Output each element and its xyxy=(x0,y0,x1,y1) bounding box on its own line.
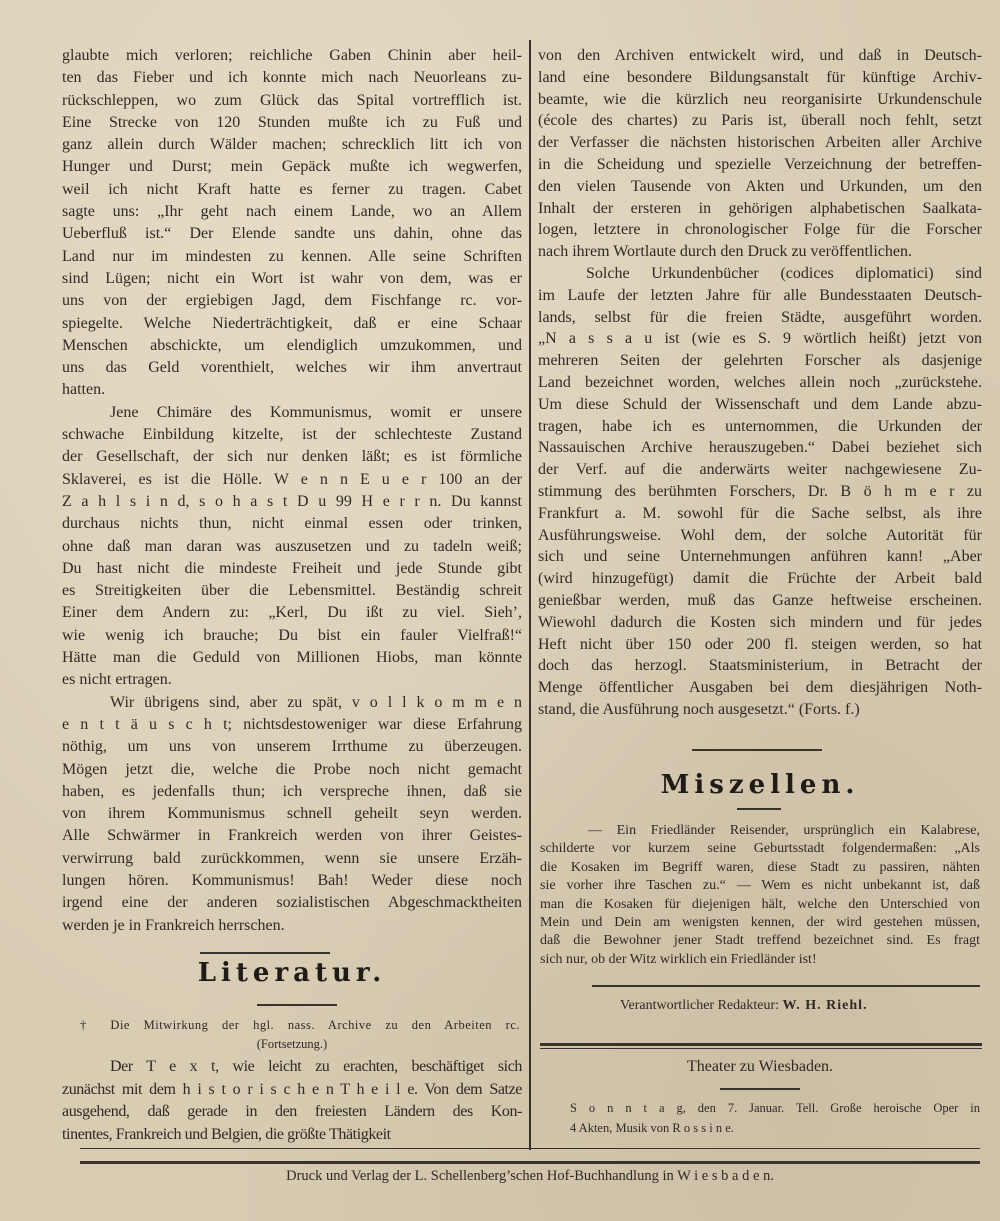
text-line: Hätte man die Geduld von Millionen Hiobs, man könnte xyxy=(62,649,522,667)
text-line: mehreren Seiten der gelehrten Forscher als dasjenige xyxy=(538,352,982,370)
text-line: Z a h l s i n d, s o h a s t D u 99 H e r r n. Du kannst xyxy=(62,492,522,510)
text-line: es Streitigkeiten über die Lebensmittel. Beständig schreit xyxy=(62,582,522,600)
text-line: ten das Fieber und ich konnte mich nach Neuorleans zu- xyxy=(62,69,522,87)
text-line: im Laufe der letzten Jahre für alle Bundesstaaten Deutsch- xyxy=(538,286,982,304)
theater-heading: Theater zu Wiesbaden. xyxy=(686,1058,834,1075)
text-line: Mein und Dein am wenigsten kennen, der wird gestehen müssen, xyxy=(540,914,980,930)
text-line: von ihrem Kommunismus schnell geheilt seyn werden. xyxy=(62,805,522,823)
text-line: Solche Urkundenbücher (codices diplomatici) sind xyxy=(586,264,982,282)
text-line: beamte, wie die kürzlich neu reorganisirte Urkundenschule xyxy=(538,90,982,108)
bottom-rule xyxy=(80,1148,980,1149)
text-line: Heft nicht über 150 oder 200 fl. steigen werden, so hat xyxy=(538,635,982,653)
text-line: Nassauischen Archive herauszugeben.“ Dabei beziehet sich xyxy=(538,439,982,457)
text-line: der Gesellschaft, der sich nur denken läßt; es ist förmliche xyxy=(62,448,522,466)
editor-label: Verantwortlicher Redakteur: xyxy=(620,998,779,1013)
text-line: genießbar werden, muß das Ganze heftweise erscheinen. xyxy=(538,591,982,609)
text-line: glaubte mich verloren; reichliche Gaben Chinin aber heil- xyxy=(62,47,522,64)
text-line: der Verf. auf die anderwärts weiter nachgewiesene Zu- xyxy=(538,461,982,479)
text-line: zunächst mit dem h i s t o r i s c h e n T h e i l e. Von dem Satze xyxy=(62,1080,522,1098)
literatur-heading: Literatur. xyxy=(197,958,387,988)
literatur-text xyxy=(62,1056,522,1146)
text-line: sich nur, ob der Witz wirklich ein Friedländer ist! xyxy=(540,951,817,967)
text-line: nöthig, um uns von unserem Irrthume zu überzeugen. xyxy=(62,738,522,756)
text-line: stand, die Ausführung noch ausgesetzt.“ (Forts. f.) xyxy=(538,700,860,718)
text-line: die Kosaken im Begriff waren, diese Stadt zu passiren, nähten xyxy=(540,859,980,875)
text-line: durchaus nichts thun, nicht einmal essen oder trinken, xyxy=(62,515,522,533)
text-line: Mögen jetzt die, welche die Probe noch nicht gemacht xyxy=(62,760,522,778)
text-line: Land nur im mindesten zu kennen. Alle seine Schriften xyxy=(62,247,522,265)
text-line: wie wenig ich brauche; Du bist ein fauler Vielfraß!“ xyxy=(62,626,522,644)
text-line: spiegelte. Welche Niederträchtigkeit, daß er eine Schaar xyxy=(62,314,522,332)
double-rule xyxy=(540,1048,982,1049)
heading-underline xyxy=(737,808,781,810)
text-line: es nicht ertragen. xyxy=(62,671,172,689)
text-line: ganz allein durch Wälder machen; schrecklich litt ich von xyxy=(62,136,522,154)
editor-divider xyxy=(592,985,980,987)
text-line: schilderte vor kurzem seine Geburtsstadt folgendermaßen: „Als xyxy=(540,841,980,857)
text-line: Menge öffentlicher Ausgaben bei dem diesjährigen Noth- xyxy=(538,679,982,697)
left-column-text xyxy=(62,45,522,937)
text-line: in die Scheidung und spezielle Verzeichnung der betreffen- xyxy=(538,155,982,173)
text-line: den vielen Tausende von Akten und Urkunden, um den xyxy=(538,177,982,195)
text-line: weil ich nicht Kraft hatte es ferner zu tragen. Cabet xyxy=(62,180,522,198)
right-column-text xyxy=(538,45,982,721)
section-divider xyxy=(692,749,822,751)
text-line: 4 Akten, Musik von R o s s i n e. xyxy=(570,1121,734,1135)
bottom-rule xyxy=(80,1161,980,1164)
text-line: Einer dem Andern zu: „Kerl, Du ißt zu viel. Sieh’, xyxy=(62,604,522,622)
text-line: von den Archiven entwickelt wird, und daß in Deutsch- xyxy=(538,47,982,64)
section-divider xyxy=(200,952,330,954)
text-line: Inhalt der ersteren in gehörigen alphabetischen Saalkata- xyxy=(538,199,982,217)
literatur-footnote-title: † Die Mitwirkung der hgl. nass. Archive zu den Arbeiten rc. xyxy=(80,1018,520,1032)
heading-underline xyxy=(720,1088,800,1090)
text-line: (école des chartes) zu Paris ist, überall noch fehlt, setzt xyxy=(538,112,982,130)
text-line: tragen, habe ich es unternommen, die Urkunden der xyxy=(538,417,982,435)
text-line: doch das herzogl. Staatsministerium, in Betracht der xyxy=(538,657,982,675)
imprint: Druck und Verlag der L. Schellenberg’schen Hof-Buchhandlung in W i e s b a d e n. xyxy=(286,1168,774,1184)
text-line: Alle Schwärmer in Frankreich werden von ihrer Geistes- xyxy=(62,827,522,845)
text-line: ohne daß man daran was auszusetzen und zu tadeln weiß; xyxy=(62,537,522,555)
text-line: sich und seine Unternehmungen anführen kann! „Aber xyxy=(538,548,982,566)
text-line: Um diese Schuld der Wissenschaft und dem Lande abzu- xyxy=(538,395,982,413)
theater-text xyxy=(570,1098,980,1138)
text-line: rückschleppen, wo zum Glück das Spital vortrefflich ist. xyxy=(62,91,522,109)
text-line: e n t t ä u s c h t; nichtsdestoweniger war diese Erfahrung xyxy=(62,715,522,733)
literatur-continued-note: (Fortsetzung.) xyxy=(256,1037,328,1051)
text-line: Sklaverei, es ist die Hölle. W e n n E u e r 100 an der xyxy=(62,470,522,488)
text-line: irgend eine der anderen sozialistischen Abgeschmacktheiten xyxy=(62,894,522,912)
text-line: Menschen abschickte, um elendiglich umzukommen, und xyxy=(62,336,522,354)
text-line: land eine besondere Bildungsanstalt für künftige Archiv- xyxy=(538,68,982,86)
text-line: sagte uns: „Ihr geht nach einem Lande, wo an Allem xyxy=(62,203,522,221)
text-line: Hunger und Durst; mein Gepäck mußte ich wegwerfen, xyxy=(62,158,522,176)
text-line: sind Lügen; nicht ein Wort ist wahr von dem, was er xyxy=(62,269,522,287)
text-line: haben, es jedenfalls thun; ich verspreche ihnen, daß sie xyxy=(62,782,522,800)
text-line: nach ihrem Wortlaute durch den Druck zu veröffentlichen. xyxy=(538,243,912,261)
miszellen-heading: Miszellen. xyxy=(660,770,860,800)
text-line: (wird hinzugefügt) damit die Früchte der Arbeit bald xyxy=(538,570,982,588)
editor-name: W. H. Riehl. xyxy=(782,998,868,1013)
text-line: Eine Strecke von 120 Stunden mußte ich zu Fuß und xyxy=(62,113,522,131)
heading-underline xyxy=(257,1004,337,1006)
text-line: uns von der ergiebigen Jagd, dem Fischfange rc. vor- xyxy=(62,292,522,310)
text-line: Wiewohl dadurch die Kosten sich mindern und für jedes xyxy=(538,613,982,631)
text-line: Jene Chimäre des Kommunismus, womit er unsere xyxy=(110,403,522,421)
text-line: Ausführungsweise. Wohl dem, der solche Autorität für xyxy=(538,526,982,544)
text-line: man die Kosaken für diejenigen hält, welche den Unterschied von xyxy=(540,896,980,912)
column-divider xyxy=(529,40,531,1150)
text-line: logen, letztere in chronologischer Folge für die Forscher xyxy=(538,221,982,239)
text-line: lungen hören. Kommunismus! Bah! Weder diese noch xyxy=(62,871,522,889)
text-line: verwirrung bald zurückkommen, wenn sie unsere Erzäh- xyxy=(62,849,522,867)
miszellen-text xyxy=(540,822,980,969)
text-line: werden je in Frankreich herrschen. xyxy=(62,916,285,934)
text-line: Ueberfluß ist.“ Der Elende sandte uns dahin, ohne das xyxy=(62,225,522,243)
text-line: Du hast nicht die mindeste Freiheit und jede Stunde gibt xyxy=(62,559,522,577)
text-line: schwache Einbildung kitzelte, ist der schlechteste Zustand xyxy=(62,426,522,444)
text-line: „N a s s a u ist (wie es S. 9 wörtlich heißt) jetzt von xyxy=(538,330,982,348)
text-line: ausgehend, daß gerade in den freiesten Ländern des Kon- xyxy=(62,1103,522,1120)
text-line: uns das Geld vorenthielt, welches wir ihm anvertraut xyxy=(62,359,522,377)
text-line: hatten. xyxy=(62,381,106,399)
text-line: Frankfurt a. M. sowohl für die Sache selbst, als ihre xyxy=(538,504,982,522)
text-line: sie vorher ihre Taschen zu.“ — Wem es nicht unbekannt ist, daß xyxy=(540,878,980,894)
text-line: S o n n t a g, den 7. Januar. Tell. Große heroische Oper in xyxy=(570,1101,980,1115)
text-line: — Ein Friedländer Reisender, ursprünglich ein Kalabrese, xyxy=(588,823,980,838)
text-line: Der T e x t, wie leicht zu erachten, beschäftiget sich xyxy=(110,1058,522,1075)
editor-line xyxy=(620,998,868,1014)
text-line: stimmung des berühmten Forschers, Dr. B ö h m e r zu xyxy=(538,482,982,500)
text-line: der Verfasser die nächsten historischen Arbeiten aller Archive xyxy=(538,134,982,152)
double-rule xyxy=(540,1043,982,1046)
text-line: Land bezeichnet worden, welches allein noch „zurückstehe. xyxy=(538,373,982,391)
text-line: Wir übrigens sind, aber zu spät, v o l l k o m m e n xyxy=(110,693,522,711)
text-line: daß die Bewohner jener Stadt treffend bezeichnet sind. Es fragt xyxy=(540,933,980,949)
text-line: lands, selbst für die freien Städte, ausgeführt worden. xyxy=(538,308,982,326)
text-line: tinentes, Frankreich und Belgien, die größte Thätigkeit xyxy=(62,1125,391,1143)
